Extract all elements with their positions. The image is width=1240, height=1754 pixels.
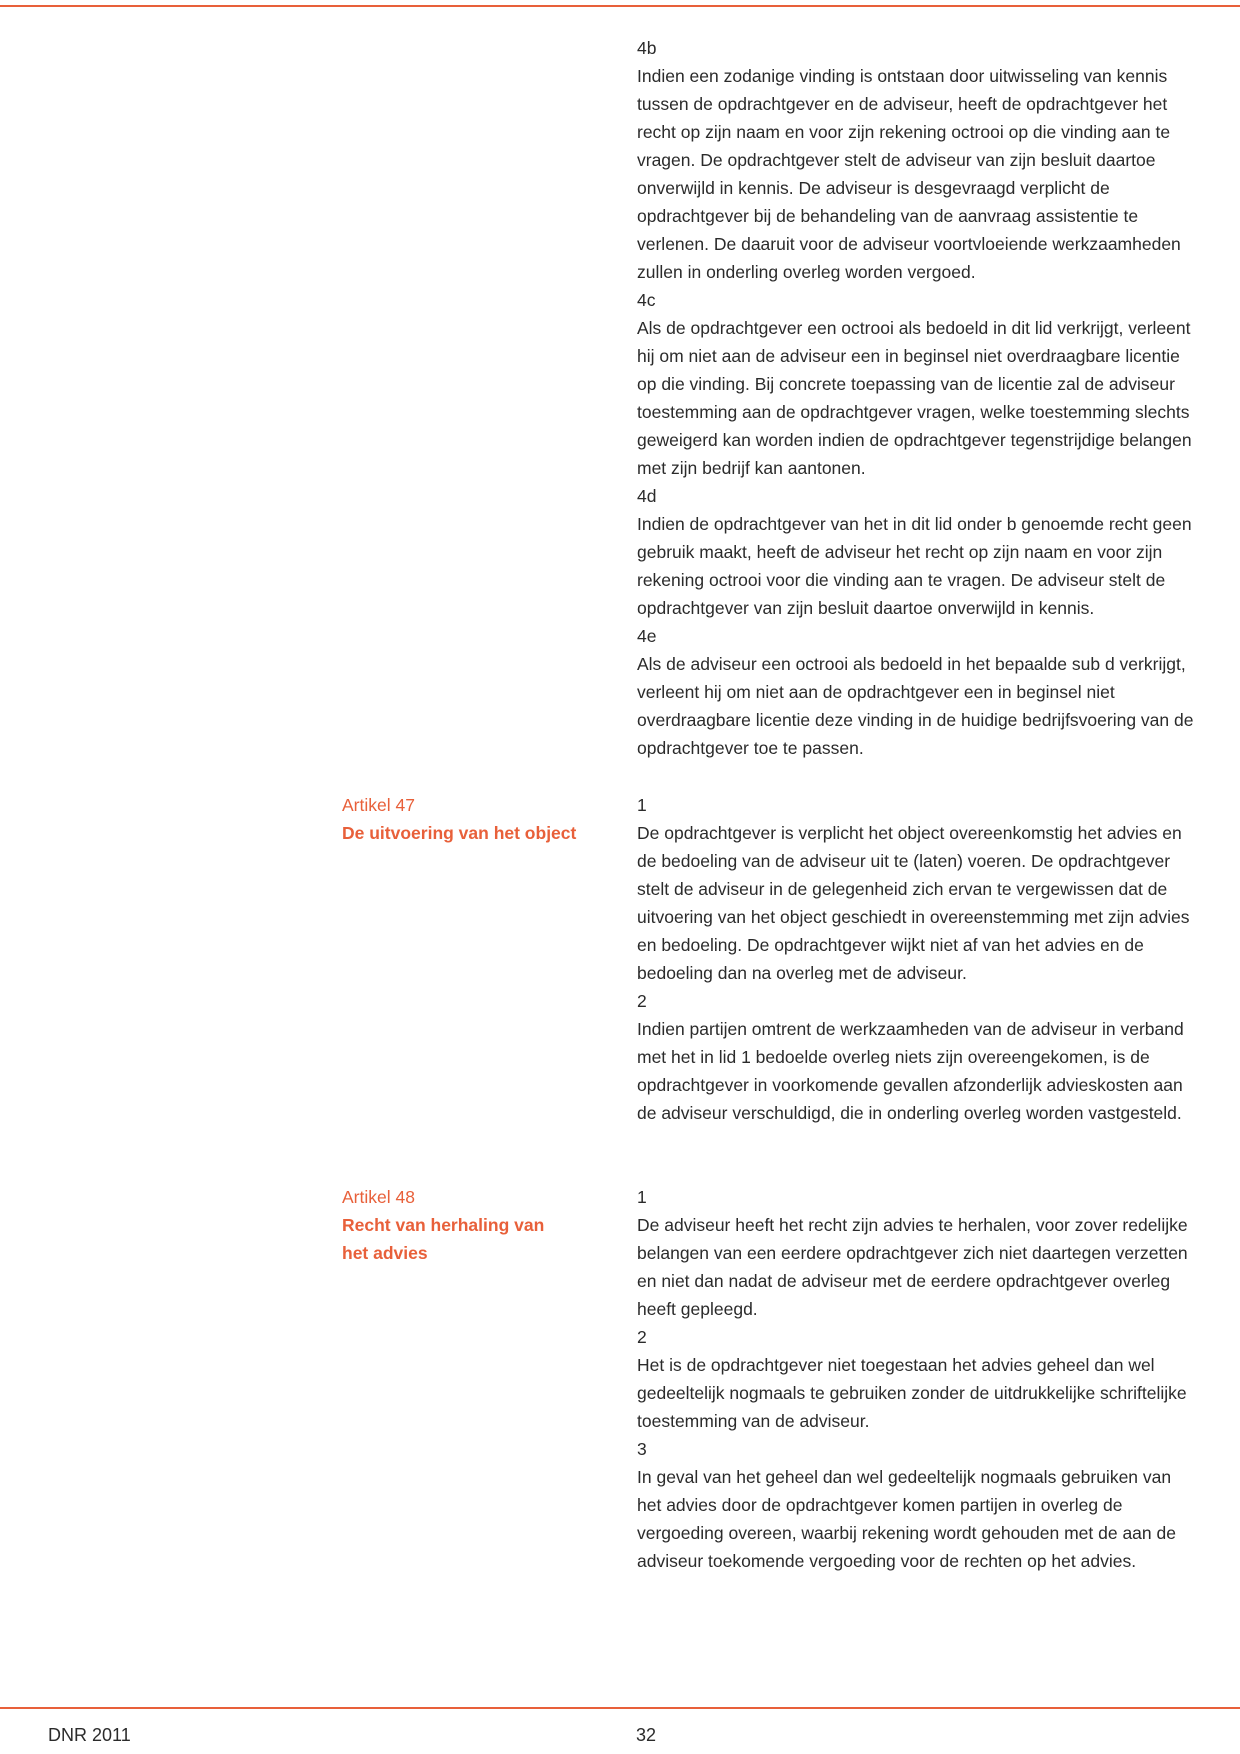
article-title-line-1: Recht van herhaling van <box>342 1215 545 1235</box>
clause-text: Indien een zodanige vinding is ontstaan door uitwisseling van kennis tussen de opdrachtgever en de adviseur, heeft de opdrachtgever het recht op zijn naam en voor zijn rekening octrooi op die vinding aan te vragen. De opdrachtgever stelt de adviseur van zijn besluit daartoe onverwijld in kennis. De adviseur is desgevraagd verplicht de opdrachtgever bij de behandeling van de aanvraag assistentie te verlenen. De daaruit voor de adviseur voortvloeiende werkzaamheden zullen in onderling overleg worden vergoed. <box>637 66 1181 282</box>
clause <box>637 286 1197 482</box>
clause <box>637 1183 1197 1323</box>
clause <box>637 482 1197 622</box>
clause <box>637 622 1197 762</box>
article-title: De uitvoering van het object <box>342 823 577 843</box>
clause-number: 2 <box>637 1327 647 1347</box>
clause-text: Indien de opdrachtgever van het in dit lid onder b genoemde recht geen gebruik maakt, heeft de adviseur het recht op zijn naam en voor zijn rekening octrooi voor die vinding aan te vragen. De adviseur stelt de opdrachtgever van zijn besluit daartoe onverwijld in kennis. <box>637 514 1192 618</box>
bottom-rule <box>0 1707 1240 1709</box>
clause-number: 3 <box>637 1439 647 1459</box>
article-number: Artikel 48 <box>342 1187 415 1207</box>
article-48-heading <box>342 1183 612 1267</box>
clause <box>637 1323 1197 1435</box>
clause-number: 1 <box>637 795 647 815</box>
clause-number: 2 <box>637 991 647 1011</box>
clause-number: 4d <box>637 486 657 506</box>
clause-text: Het is de opdrachtgever niet toegestaan het advies geheel dan wel gedeeltelijk nogmaals te gebruiken zonder de uitdrukkelijke schriftelijke toestemming van de adviseur. <box>637 1355 1187 1431</box>
clause <box>637 987 1197 1127</box>
article-number: Artikel 47 <box>342 795 415 815</box>
clause <box>637 1435 1197 1575</box>
clause-text: De adviseur heeft het recht zijn advies te herhalen, voor zover redelijke belangen van een eerdere opdrachtgever zich niet daartegen verzetten en niet dan nadat de adviseur met de eerdere opdrachtgever overleg heeft gepleegd. <box>637 1215 1188 1319</box>
clause <box>637 791 1197 987</box>
clause-text: De opdrachtgever is verplicht het object overeenkomstig het advies en de bedoeling van de adviseur uit te (laten) voeren. De opdrachtgever stelt de adviseur in de gelegenheid zich ervan te vergewissen dat de uitvoering van het object geschiedt in overeenstemming met zijn advies en bedoeling. De opdrachtgever wijkt niet af van het advies en de bedoeling dan na overleg met de adviseur. <box>637 823 1190 983</box>
section-top-body <box>637 34 1197 762</box>
article-47-heading <box>342 791 612 847</box>
clause-text: Als de adviseur een octrooi als bedoeld in het bepaalde sub d verkrijgt, verleent hij om niet aan de opdrachtgever een in beginsel niet overdraagbare licentie deze vinding in de huidige bedrijfsvoering van de opdrachtgever toe te passen. <box>637 654 1194 758</box>
article-47-body <box>637 791 1197 1127</box>
clause-text: Als de opdrachtgever een octrooi als bedoeld in dit lid verkrijgt, verleent hij om niet aan de adviseur een in beginsel niet overdraagbare licentie op die vinding. Bij concrete toepassing van de licentie zal de adviseur toestemming aan de opdrachtgever vragen, welke toestemming slechts geweigerd kan worden indien de opdrachtgever tegenstrijdige belangen met zijn bedrijf kan aantonen. <box>637 318 1192 478</box>
top-rule <box>0 5 1240 7</box>
clause-number: 4b <box>637 38 657 58</box>
clause-number: 4c <box>637 290 656 310</box>
clause-text: In geval van het geheel dan wel gedeeltelijk nogmaals gebruiken van het advies door de opdrachtgever komen partijen in overleg de vergoeding overeen, waarbij rekening wordt gehouden met de aan de adviseur toekomende vergoeding voor de rechten op het advies. <box>637 1467 1176 1571</box>
clause <box>637 34 1197 286</box>
clause-number: 1 <box>637 1187 647 1207</box>
clause-number: 4e <box>637 626 657 646</box>
article-48-body <box>637 1183 1197 1575</box>
clause-text: Indien partijen omtrent de werkzaamheden van de adviseur in verband met het in lid 1 bedoelde overleg niets zijn overeengekomen, is de opdrachtgever in voorkomende gevallen afzonderlijk advieskosten aan de adviseur verschuldigd, die in onderling overleg worden vastgesteld. <box>637 1019 1184 1123</box>
article-title-line-2: het advies <box>342 1243 428 1263</box>
footer-document-name: DNR 2011 <box>48 1725 131 1745</box>
footer-page-number: 32 <box>636 1725 657 1745</box>
